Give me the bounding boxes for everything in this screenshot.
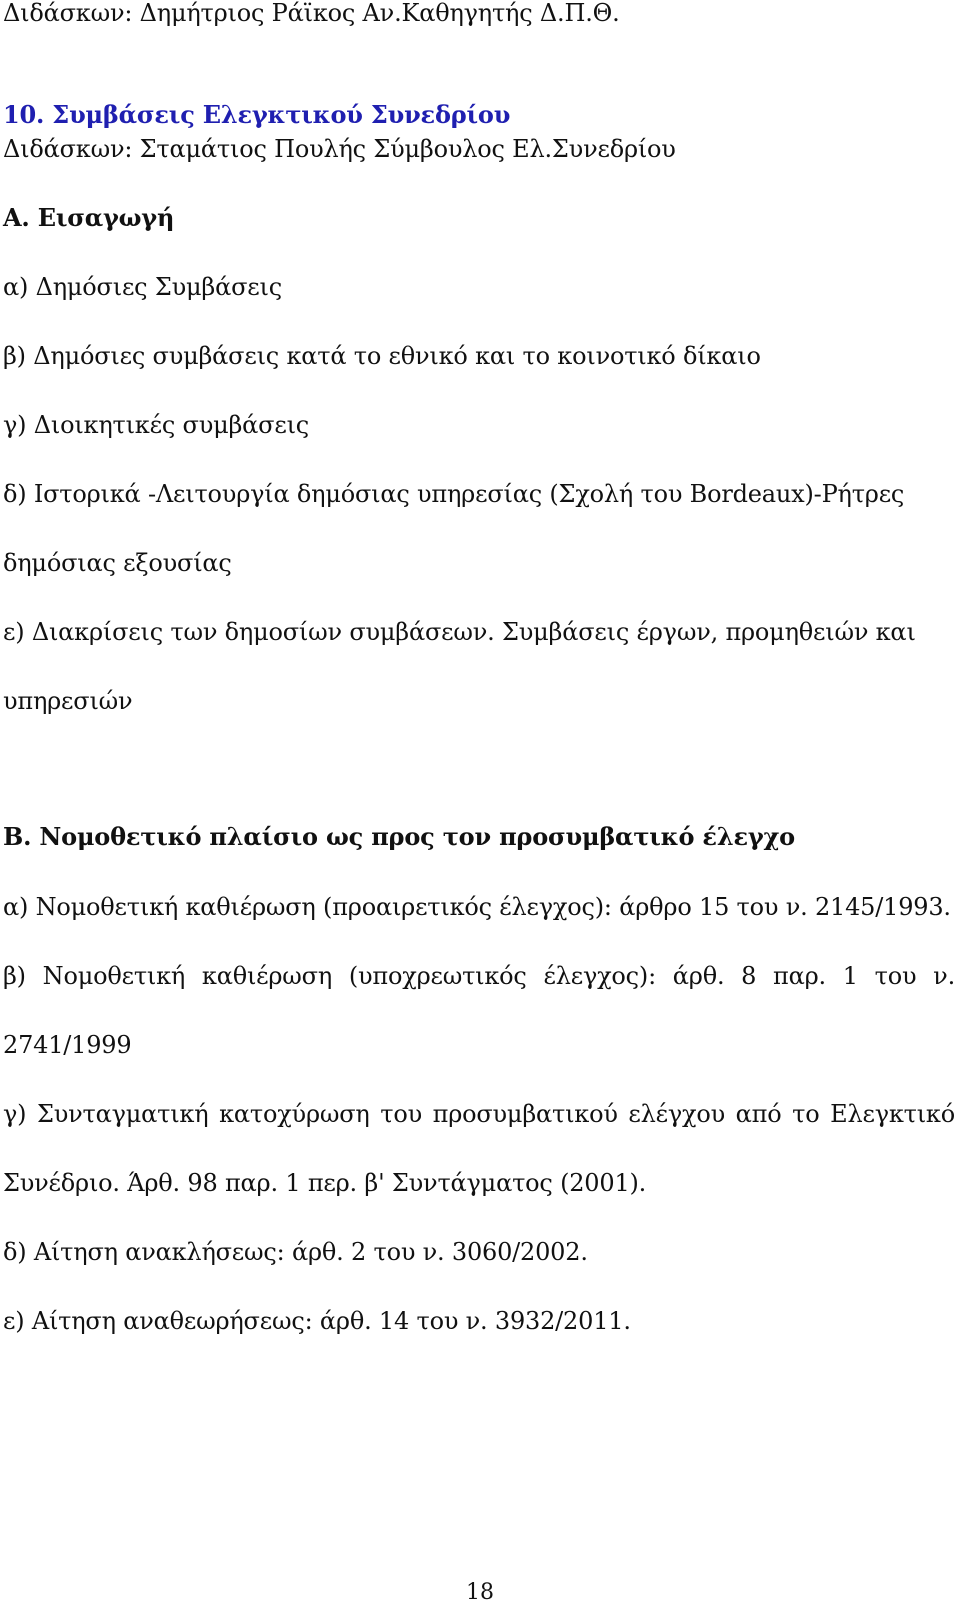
subsection-heading-a: Α. Εισαγωγή — [3, 203, 175, 232]
item-d-history-line-1: δ) Ιστορικά -Λειτουργία δημόσιας υπηρεσίας (Σχολή του Bordeaux)-Ρήτρες — [3, 480, 905, 508]
item-a-public-contracts: α) Δημόσιες Συμβάσεις — [3, 273, 282, 301]
section-heading-10: 10. Συμβάσεις Ελεγκτικού Συνεδρίου — [3, 100, 511, 129]
item-a-legislative-optional: α) Νομοθετική καθιέρωση (προαιρετικός έλεγχος): άρθρο 15 του ν. 2145/1993. — [3, 893, 951, 921]
item-b-legislative-mandatory-line-1: β) Νομοθετική καθιέρωση (υποχρεωτικός έλεγχος): άρθ. 8 παρ. 1 του ν. — [3, 962, 955, 990]
instructor-line-2: Διδάσκων: Σταμάτιος Πουλής Σύμβουλος Ελ.Συνεδρίου — [3, 135, 676, 163]
item-b-national-eu-law: β) Δημόσιες συμβάσεις κατά το εθνικό και το κοινοτικό δίκαιο — [3, 342, 761, 370]
item-d-revocation-request: δ) Αίτηση ανακλήσεως: άρθ. 2 του ν. 3060/2002. — [3, 1238, 588, 1266]
item-e-distinctions-line-2: υπηρεσιών — [3, 687, 133, 715]
item-e-distinctions-line-1: ε) Διακρίσεις των δημοσίων συμβάσεων. Συμβάσεις έργων, προμηθειών και — [3, 618, 916, 646]
page-number: 18 — [466, 1580, 494, 1605]
item-b-legislative-mandatory-line-2: 2741/1999 — [3, 1031, 132, 1059]
subsection-heading-b: Β. Νομοθετικό πλαίσιο ως προς τον προσυμβατικό έλεγχο — [3, 822, 795, 851]
item-e-review-request: ε) Αίτηση αναθεωρήσεως: άρθ. 14 του ν. 3932/2011. — [3, 1307, 631, 1335]
instructor-line-1: Διδάσκων: Δημήτριος Ράϊκος Αν.Καθηγητής Δ.Π.Θ. — [3, 0, 620, 27]
item-d-history-line-2: δημόσιας εξουσίας — [3, 549, 232, 577]
item-c-administrative-contracts: γ) Διοικητικές συμβάσεις — [3, 411, 310, 439]
item-c-constitutional-line-2: Συνέδριο. Άρθ. 98 παρ. 1 περ. β' Συντάγματος (2001). — [3, 1169, 647, 1197]
item-c-constitutional-line-1: γ) Συνταγματική κατοχύρωση του προσυμβατικού ελέγχου από το Ελεγκτικό — [3, 1100, 955, 1128]
